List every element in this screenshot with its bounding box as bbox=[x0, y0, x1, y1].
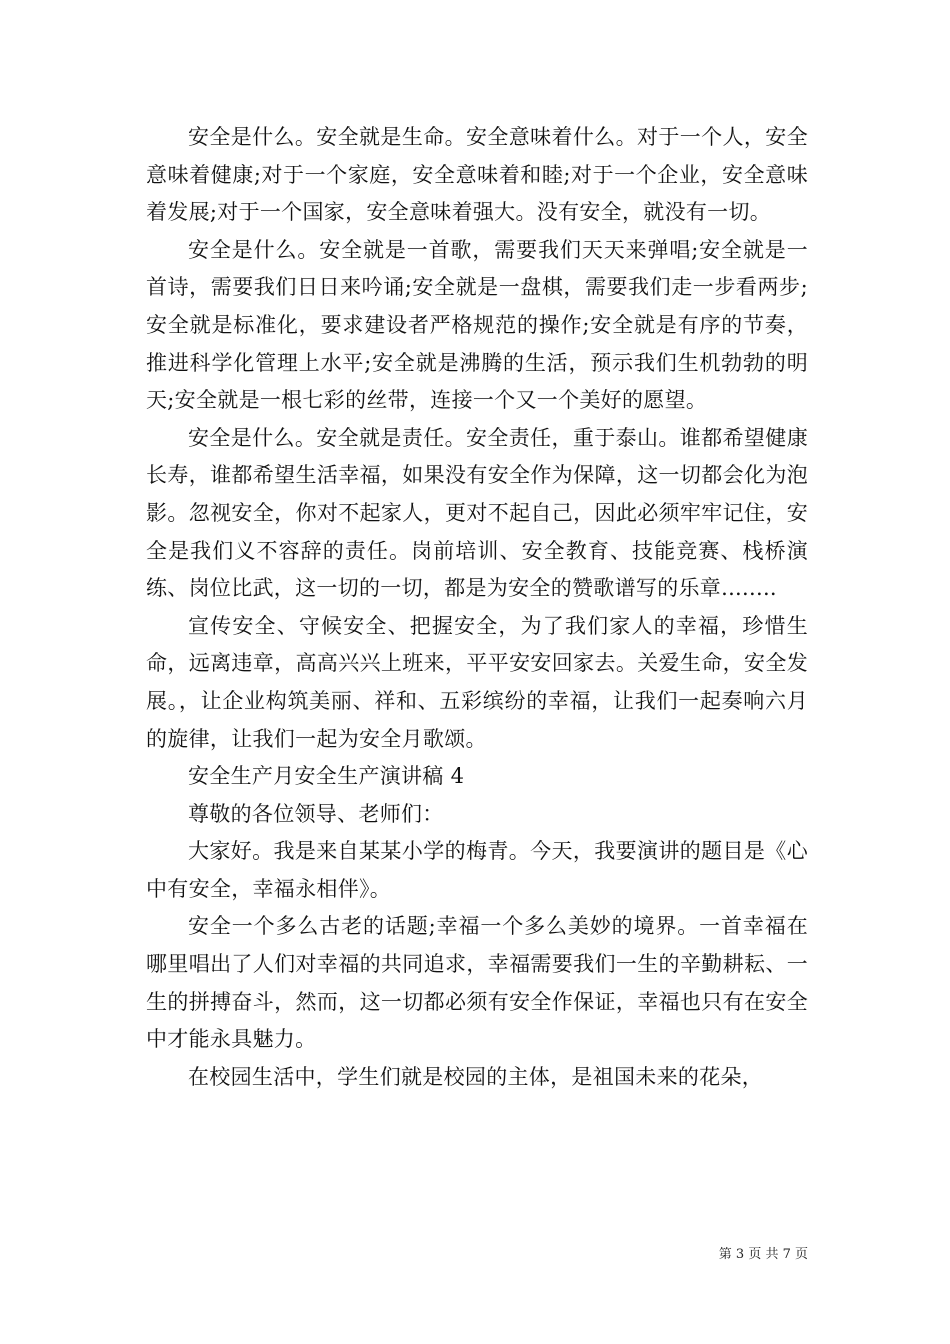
paragraph: 在校园生活中，学生们就是校园的主体，是祖国未来的花朵， bbox=[188, 1064, 764, 1089]
paragraph: 安全是什么。安全就是一首歌，需要我们天天来弹唱;安全就是一首诗，需要我们日日来吟诵;安全就是一盘棋，需要我们走一步看两步;安全就是标准化，要求建设者严格规范的操作;安全就是有序的节奏，推进科学化管理上水平;安全就是沸腾的生活，预示我们生机勃勃的明天;安全就是一根七彩的丝带，连接一个又一个美好的愿望。 bbox=[146, 237, 808, 413]
paragraph: 安全是什么。安全就是责任。安全责任，重于泰山。谁都希望健康长寿，谁都希望生活幸福，如果没有安全作为保障，这一切都会化为泡影。忽视安全，你对不起家人，更对不起自己，因此必须牢牢记住，安全是我们义不容辞的责任。岗前培训、安全教育、技能竞赛、栈桥演练、岗位比武，这一切的一切，都是为安全的赞歌谱写的乐章........ bbox=[146, 425, 808, 601]
paragraph: 安全一个多么古老的话题;幸福一个多么美妙的境界。一首幸福在哪里唱出了人们对幸福的共同追求，幸福需要我们一生的辛勤耕耘、一生的拼搏奋斗，然而，这一切都必须有安全作保证，幸福也只有在安全中才能永具魅力。 bbox=[146, 914, 808, 1052]
salutation: 尊敬的各位领导、老师们： bbox=[188, 801, 444, 826]
paragraph: 大家好。我是来自某某小学的梅青。今天，我要演讲的题目是《心中有安全，幸福永相伴》。 bbox=[146, 839, 808, 901]
section-heading: 安全生产月安全生产演讲稿 4 bbox=[188, 764, 465, 789]
page-number: 第 3 页 共 7 页 bbox=[718, 1247, 808, 1262]
paragraph: 宣传安全、守候安全、把握安全，为了我们家人的幸福，珍惜生命，远离违章，高高兴兴上班来，平平安安回家去。关爱生命，安全发展。，让企业构筑美丽、祥和、五彩缤纷的幸福，让我们一起奏响六月的旋律，让我们一起为安全月歌颂。 bbox=[146, 613, 808, 751]
document-body bbox=[146, 119, 808, 1096]
paragraph: 安全是什么。安全就是生命。安全意味着什么。对于一个人，安全意味着健康;对于一个家庭，安全意味着和睦;对于一个企业，安全意味着发展;对于一个国家，安全意味着强大。没有安全，就没有一切。 bbox=[146, 125, 808, 225]
